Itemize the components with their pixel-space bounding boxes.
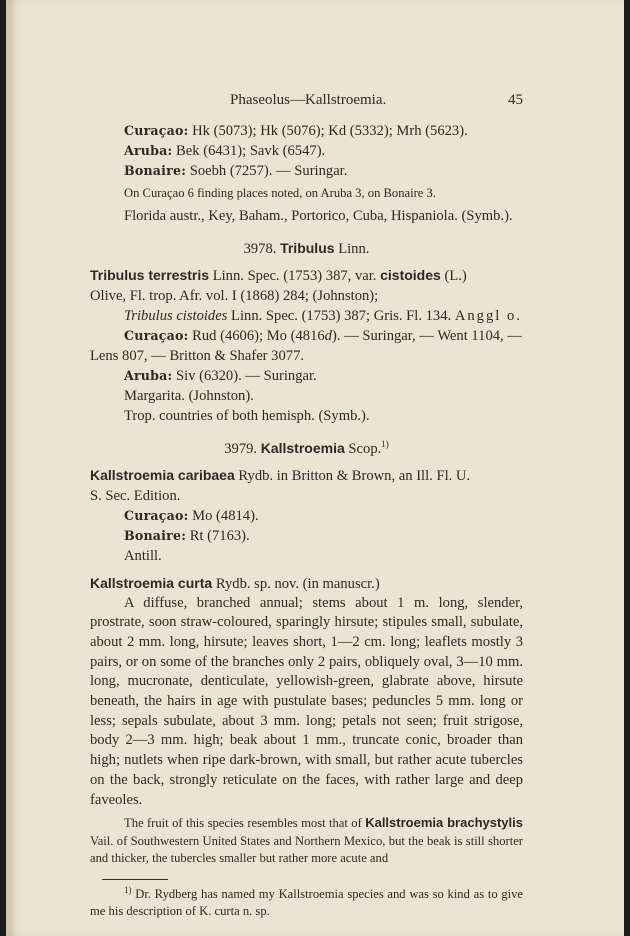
species-tribulus-terrestris bbox=[90, 265, 523, 286]
record-text: Hk (5073); Hk (5076); Kd (5332); Mrh (5623). bbox=[192, 123, 468, 139]
species-name: Kallstroemia caribaea bbox=[90, 466, 235, 483]
variety-author: (L.) bbox=[444, 267, 467, 284]
species-name: Kallstroemia curta bbox=[90, 574, 213, 591]
fruit-note-start: The fruit of this species resembles most that of bbox=[124, 816, 362, 831]
record-text-rest: ). — Suringar, — Went 1104, — bbox=[331, 327, 522, 344]
running-header bbox=[90, 90, 523, 110]
record-text: Rud (4606); Mo (4816 bbox=[192, 327, 325, 344]
antill-line: Antill. bbox=[124, 547, 162, 564]
synonym-line bbox=[90, 306, 523, 326]
footnote-divider bbox=[102, 879, 168, 880]
curacao-record bbox=[90, 326, 523, 346]
fruit-note-rest: Vail. of Southwestern United States and Northern Mexico, but the beak is still shorter and thicker, the tubercles smaller but rather more acute and bbox=[90, 833, 523, 866]
bonaire-record bbox=[90, 161, 523, 181]
locality-label: Aruba: bbox=[124, 367, 173, 383]
record-continuation: Lens 807, — Britton & Shafer 3077. bbox=[90, 347, 305, 364]
genus-heading-tribulus bbox=[90, 238, 523, 259]
record-text: Bek (6431); Savk (6547). bbox=[176, 143, 326, 159]
locality-label: Curaçao: bbox=[124, 327, 189, 343]
species-citation: Rydb. sp. nov. (in manuscr.) bbox=[215, 575, 380, 592]
page-text bbox=[90, 90, 523, 921]
genus-author: Scop. bbox=[348, 440, 382, 457]
species-kallstroemia-curta bbox=[90, 573, 523, 594]
distribution: Trop. countries of both hemisph. (Symb.). bbox=[124, 407, 370, 424]
species-description: A diffuse, branched annual; stems about 1 m. long, slender, prostrate, soon straw-coloured, sparingly hirsute; stipules small, subulate, about 2 mm. long, hirsute; leaves short, 1—2 cm. long; leaflets mostly 3 pairs, or on some of the branches only 2 pairs, obliquely oval, 3—10 mm. long, mucronate, denticulate, yellowish-green, glabrate above, hirsute beneath, the hairs in age with pustulate bases; peduncles 5 mm. long or less; sepals subulate, about 3 mm. long; petals not seen; fruit strigose, body 2—3 mm. high; beak about 1 mm., truncate conic, broader than high; nutlets when ripe dark-brown, with small, but rather acute tubercles on the back, strongly reticulate on the faces, with rather large and deep faveoles. bbox=[90, 594, 523, 808]
genus-author: Linn. bbox=[338, 240, 370, 257]
locality-label: Curaçao: bbox=[124, 123, 189, 138]
genus-heading-kallstroemia bbox=[90, 438, 523, 459]
curacao-record bbox=[90, 121, 523, 141]
margarita-line: Margarita. (Johnston). bbox=[124, 387, 254, 404]
footnote bbox=[90, 886, 523, 921]
record-text: Siv (6320). — Suringar. bbox=[176, 367, 317, 384]
footnote-ref: 1) bbox=[381, 438, 389, 449]
locality-label: Bonaire: bbox=[124, 163, 187, 178]
locality-label: Aruba: bbox=[124, 143, 173, 158]
species-citation: Linn. Spec. (1753) 387, var. bbox=[212, 267, 377, 284]
synonym-citation: Linn. Spec. (1753) 387; Gris. Fl. 134. bbox=[231, 307, 452, 324]
curacao-record bbox=[90, 506, 523, 526]
footnote-marker: 1) bbox=[124, 884, 132, 895]
record-text: Rt (7163). bbox=[189, 527, 250, 544]
heading-number: 3979. bbox=[224, 440, 258, 457]
page-number: 45 bbox=[508, 92, 523, 108]
heading-number: 3978. bbox=[243, 240, 277, 257]
synonym-name: Tribulus cistoides bbox=[124, 307, 228, 324]
record-text: Soebh (7257). — Suringar. bbox=[189, 163, 348, 179]
species-name: Tribulus terrestris bbox=[90, 266, 210, 283]
footnote-text: Dr. Rydberg has named my Kallstroemia species and was so kind as to give me his description of K. curta n. sp. bbox=[90, 886, 524, 919]
variety-name: cistoides bbox=[380, 266, 441, 283]
locality-label: Bonaire: bbox=[124, 527, 187, 543]
genus-name: Tribulus bbox=[280, 239, 335, 256]
record-text: Mo (4814). bbox=[192, 507, 259, 524]
locality-label: Curaçao: bbox=[124, 507, 189, 523]
citation-line: Olive, Fl. trop. Afr. vol. I (1868) 284; (Johnston); bbox=[90, 287, 379, 304]
distribution: Florida austr., Key, Baham., Portorico, Cuba, Hispaniola. (Symb.). bbox=[124, 207, 513, 224]
species-kallstroemia-caribaea bbox=[90, 465, 523, 486]
aruba-record bbox=[90, 141, 523, 161]
citation-line: S. Sec. Edition. bbox=[90, 487, 181, 504]
running-title: Phaseolus—Kallstroemia. bbox=[230, 92, 387, 108]
fruit-note bbox=[90, 814, 523, 868]
book-page bbox=[6, 0, 624, 936]
fruit-note-species: Kallstroemia brachystylis bbox=[365, 815, 523, 831]
genus-name: Kallstroemia bbox=[260, 439, 345, 456]
aruba-record bbox=[90, 366, 523, 386]
synonym-locality: Anggl o. bbox=[454, 307, 522, 324]
finding-note: On Curaçao 6 finding places noted, on Aruba 3, on Bonaire 3. bbox=[124, 186, 436, 200]
record-italic: d bbox=[324, 327, 332, 344]
species-citation: Rydb. in Britton & Brown, an Ill. Fl. U. bbox=[238, 467, 471, 484]
bonaire-record bbox=[90, 526, 523, 546]
